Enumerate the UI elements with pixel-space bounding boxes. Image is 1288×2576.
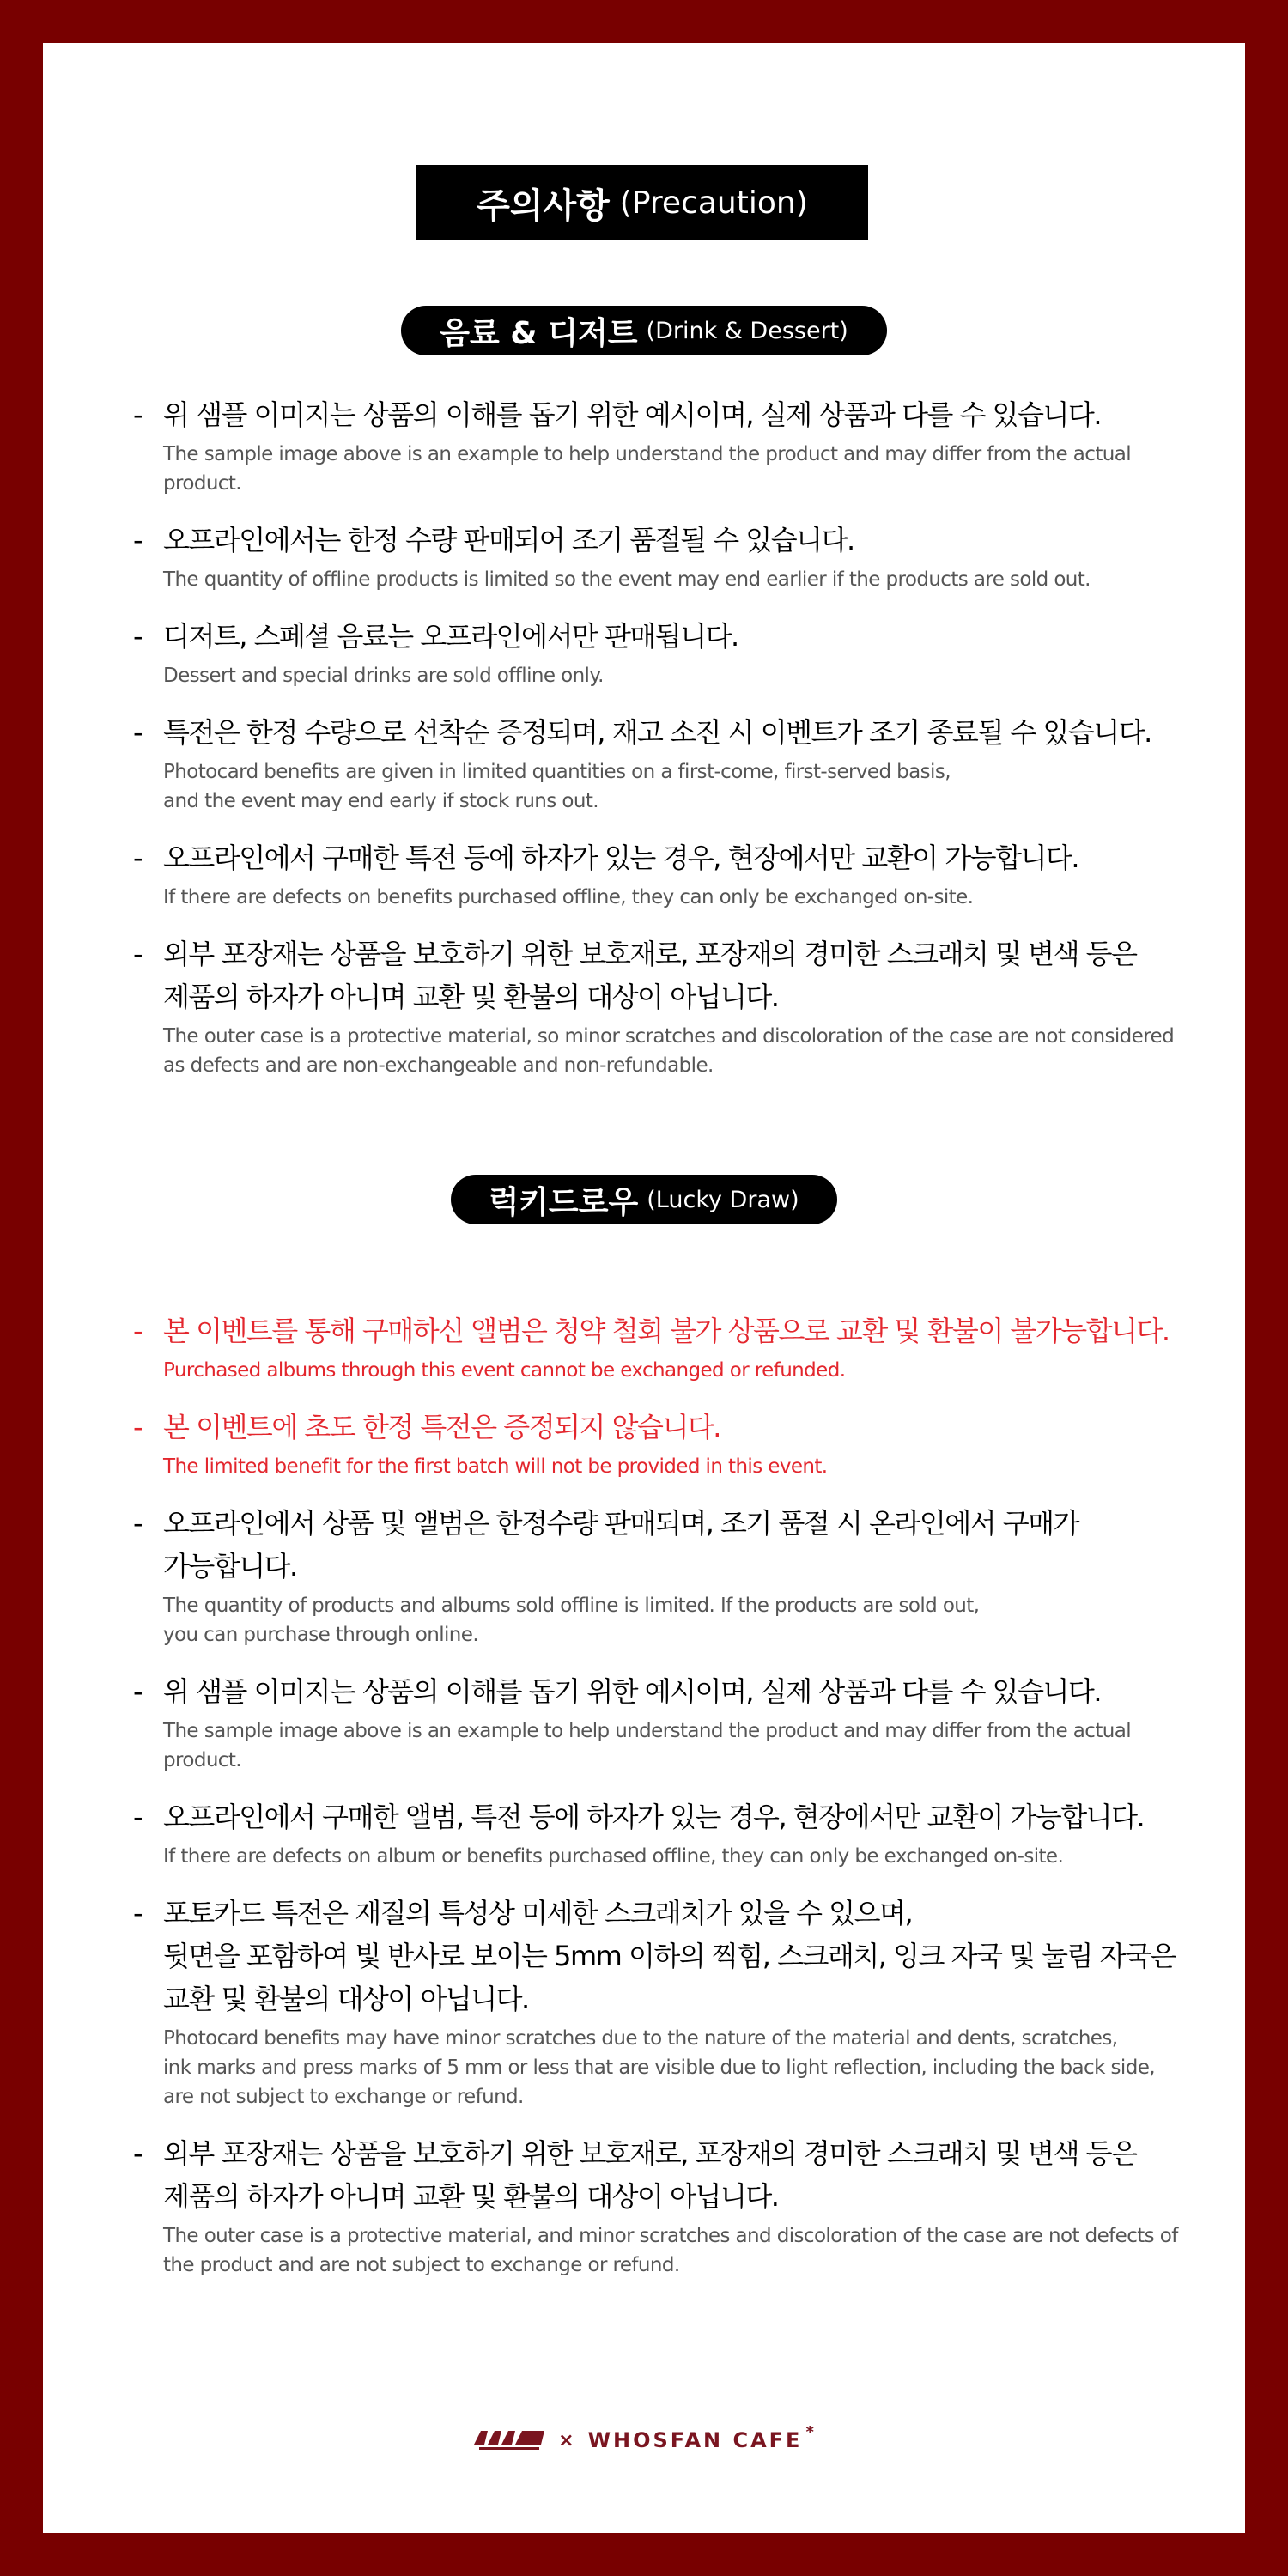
partner-logo-icon [474,2429,544,2451]
notice-korean: 디저트, 스페셜 음료는 오프라인에서만 판매됩니다. [163,620,738,653]
notice-item: - 오프라인에서 구매한 특전 등에 하자가 있는 경우, 현장에서만 교환이 가능합니다. If there are defects on benefits purchased offline, they can only be exchanged on-site. [133,836,1198,912]
notice-english: Dessert and special drinks are sold offline only. [163,665,604,687]
notice-item-highlighted: - 본 이벤트에 초도 한정 특전은 증정되지 않습니다. The limited benefit for the first batch will not be provided in this event. [133,1406,1198,1481]
notice-korean: 오프라인에서 상품 및 앨범은 한정수량 판매되며, 조기 품절 시 온라인에서 구매가 가능합니다. [163,1507,1078,1583]
notice-korean: 외부 포장재는 상품을 보호하기 위한 보호재로, 포장재의 경미한 스크래치 및 변색 등은 제품의 하자가 아니며 교환 및 환불의 대상이 아닙니다. [163,938,1137,1013]
brand-logo-text: WHOSFAN CAFE [587,2428,803,2452]
section-title-lucky-draw [451,1175,837,1224]
section-title-english: (Lucky Draw) [647,1186,799,1213]
notice-item: - 오프라인에서 구매한 앨범, 특전 등에 하자가 있는 경우, 현장에서만 교환이 가능합니다. If there are defects on album or benefits purchased offline, they can only be exchanged on-site. [133,1795,1198,1871]
notice-korean: 특전은 한정 수량으로 선착순 증정되며, 재고 소진 시 이벤트가 조기 종료될 수 있습니다. [163,716,1151,749]
brand-star-icon: * [805,2422,814,2441]
notice-korean: 포토카드 특전은 재질의 특성상 미세한 스크래치가 있을 수 있으며, 뒷면을 포함하여 빛 반사로 보이는 5mm 이하의 찍힘, 스크래치, 잉크 자국 및 눌림 자국은 교환 및 환불의 대상이 아닙니다. [163,1897,1176,2015]
notice-english: The limited benefit for the first batch will not be provided in this event. [163,1455,828,1478]
notice-english: If there are defects on benefits purchased offline, they can only be exchanged on-site. [163,886,974,908]
page-title [416,165,868,240]
notice-korean: 본 이벤트에 초도 한정 특전은 증정되지 않습니다. [163,1411,720,1443]
notice-english: The quantity of offline products is limited so the event may end earlier if the products are sold out. [163,568,1091,591]
notice-english: The quantity of products and albums sold offline is limited. If the products are sold out, you can purchase through online. [163,1595,980,1646]
section-title-english: (Drink & Dessert) [646,317,848,344]
notice-korean: 위 샘플 이미지는 상품의 이해를 돕기 위한 예시이며, 실제 상품과 다를 수 있습니다. [163,398,1102,431]
footer-collab-logos [43,2422,1245,2452]
notice-english: If there are defects on album or benefits purchased offline, they can only be exchanged on-site. [163,1845,1064,1868]
section-title-korean: 음료 & 디저트 [440,315,638,351]
notice-english: The sample image above is an example to help understand the product and may differ from the actual product. [163,443,1132,495]
notice-item: - 위 샘플 이미지는 상품의 이해를 돕기 위한 예시이며, 실제 상품과 다를 수 있습니다. The sample image above is an example to help understand the product and may differ from the actual product. [133,1670,1198,1775]
notice-english: The outer case is a protective material, and minor scratches and discoloration of the case are not defects of the product and are not subject to exchange or refund. [163,2225,1178,2276]
notice-korean: 외부 포장재는 상품을 보호하기 위한 보호재로, 포장재의 경미한 스크래치 및 변색 등은 제품의 하자가 아니며 교환 및 환불의 대상이 아닙니다. [163,2137,1137,2213]
notice-korean: 위 샘플 이미지는 상품의 이해를 돕기 위한 예시이며, 실제 상품과 다를 수 있습니다. [163,1675,1102,1708]
lucky-draw-notice-list [133,1309,1198,2300]
notice-english: Photocard benefits are given in limited quantities on a first-come, first-served basis, and the event may end early if stock runs out. [163,761,951,812]
notice-item: - 디저트, 스페셜 음료는 오프라인에서만 판매됩니다. Dessert and special drinks are sold offline only. [133,615,1198,690]
notice-item: - 특전은 한정 수량으로 선착순 증정되며, 재고 소진 시 이벤트가 조기 종료될 수 있습니다. Photocard benefits are given in limited quantities on a first-come, first-served basis, and the event may end early if stock runs out. [133,711,1198,816]
notice-english: The outer case is a protective material, so minor scratches and discoloration of the case are not considered as defects and are non-exchangeable and non-refundable. [163,1025,1175,1077]
drink-dessert-notice-list [133,393,1198,1101]
notice-item: - 오프라인에서는 한정 수량 판매되어 조기 품절될 수 있습니다. The quantity of offline products is limited so the event may end earlier if the products are sold out. [133,519,1198,594]
notice-korean: 본 이벤트를 통해 구매하신 앨범은 청약 철회 불가 상품으로 교환 및 환불이 불가능합니다. [163,1315,1170,1347]
notice-korean: 오프라인에서 구매한 앨범, 특전 등에 하자가 있는 경우, 현장에서만 교환이 가능합니다. [163,1801,1145,1833]
notice-korean: 오프라인에서는 한정 수량 판매되어 조기 품절될 수 있습니다. [163,524,854,556]
notice-korean: 오프라인에서 구매한 특전 등에 하자가 있는 경우, 현장에서만 교환이 가능합니다. [163,841,1078,874]
notice-english: Purchased albums through this event cannot be exchanged or refunded. [163,1359,846,1382]
notice-card [43,43,1245,2533]
notice-item: - 위 샘플 이미지는 상품의 이해를 돕기 위한 예시이며, 실제 상품과 다를 수 있습니다. The sample image above is an example to help understand the product and may differ from the actual product. [133,393,1198,498]
page-title-english: (Precaution) [619,185,808,221]
page-title-korean: 주의사항 [477,185,610,226]
notice-item-highlighted: - 본 이벤트를 통해 구매하신 앨범은 청약 철회 불가 상품으로 교환 및 환불이 불가능합니다. Purchased albums through this event cannot be exchanged or refunded. [133,1309,1198,1385]
section-title-drink-dessert [401,306,887,355]
notice-item: - 오프라인에서 상품 및 앨범은 한정수량 판매되며, 조기 품절 시 온라인에서 구매가 가능합니다. The quantity of products and albums sold offline is limited. If the products are sold out, you can purchase through online. [133,1502,1198,1649]
section-title-korean: 럭키드로우 [489,1184,639,1220]
notice-item: - 외부 포장재는 상품을 보호하기 위한 보호재로, 포장재의 경미한 스크래치 및 변색 등은 제품의 하자가 아니며 교환 및 환불의 대상이 아닙니다. The outer case is a protective material, and minor scratches and discoloration of the case are not defects of the product and are not subject to exchange or refund. [133,2132,1198,2280]
notice-english: The sample image above is an example to help understand the product and may differ from the actual product. [163,1720,1132,1771]
notice-item: - 외부 포장재는 상품을 보호하기 위한 보호재로, 포장재의 경미한 스크래치 및 변색 등은 제품의 하자가 아니며 교환 및 환불의 대상이 아닙니다. The outer case is a protective material, so minor scratches and discoloration of the case are not considered as defects and are non-exchangeable and non-refundable. [133,933,1198,1080]
collab-separator: × [558,2429,574,2451]
notice-item: - 포토카드 특전은 재질의 특성상 미세한 스크래치가 있을 수 있으며, 뒷면을 포함하여 빛 반사로 보이는 5mm 이하의 찍힘, 스크래치, 잉크 자국 및 눌림 자국은 교환 및 환불의 대상이 아닙니다. Photocard benefits may have minor scratches due to the nature of the material and dents, scratches, ink marks and press marks of 5 mm or less that are visible due to light reflection, including the back side, are not subject to exchange or refund. [133,1892,1198,2111]
notice-english: Photocard benefits may have minor scratches due to the nature of the material and dents, scratches, ink marks and press marks of 5 mm or less that are visible due to light reflection, including the back side, are not subject to exchange or refund. [163,2027,1155,2108]
